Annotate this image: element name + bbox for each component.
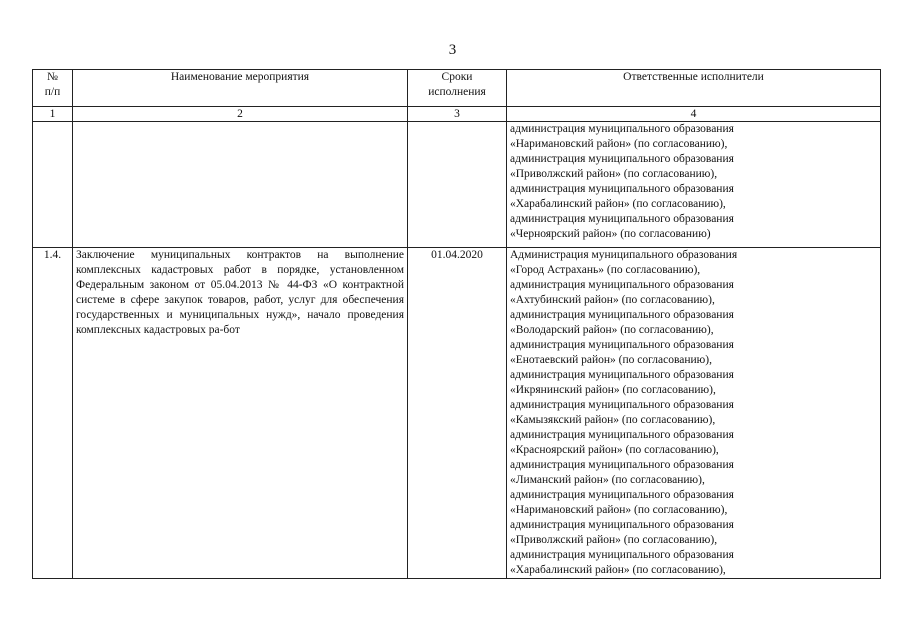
row-deadline xyxy=(408,122,507,248)
responsible-line: администрация муниципального образования xyxy=(510,549,734,561)
header-num-line1: № xyxy=(47,71,58,83)
responsible-line: «Енотаевский район» (по согласованию), xyxy=(510,354,712,366)
row-responsible xyxy=(507,122,881,248)
row-name: Заключение муниципальных контрактов на выполнение комплексных кадастровых работ в порядке, установленном Федеральным законом от 05.04.2013 № 44-ФЗ «О контрактной системе в сфере закупок товаров, работ, услуг для обеспечения государственных и муниципальных нужд», начало проведения комплексных кадастровых ра-бот xyxy=(73,248,408,579)
responsible-line: «Икрянинский район» (по согласованию), xyxy=(510,384,716,396)
column-number: 3 xyxy=(408,107,507,122)
row-deadline: 01.04.2020 xyxy=(408,248,507,579)
header-num xyxy=(33,70,73,107)
header-responsible: Ответственные исполнители xyxy=(507,70,881,107)
responsible-line: администрация муниципального образования xyxy=(510,123,734,135)
responsible-line: администрация муниципального образования xyxy=(510,459,734,471)
header-deadline-line1: Сроки xyxy=(441,71,473,83)
responsible-line: администрация муниципального образования xyxy=(510,183,734,195)
responsible-line: «Приволжский район» (по согласованию), xyxy=(510,534,718,546)
responsible-line: «Наримановский район» (по согласованию), xyxy=(510,504,728,516)
responsible-line: «Черноярский район» (по согласованию) xyxy=(510,228,711,240)
table-row xyxy=(33,122,881,248)
responsible-line: «Красноярский район» (по согласованию), xyxy=(510,444,719,456)
responsible-line: «Приволжский район» (по согласованию), xyxy=(510,168,718,180)
responsible-line: администрация муниципального образования xyxy=(510,339,734,351)
responsible-line: «Харабалинский район» (по согласованию), xyxy=(510,198,726,210)
row-responsible xyxy=(507,248,881,579)
responsible-line: администрация муниципального образования xyxy=(510,399,734,411)
responsible-line: администрация муниципального образования xyxy=(510,279,734,291)
header-name: Наименование мероприятия xyxy=(73,70,408,107)
column-number: 2 xyxy=(73,107,408,122)
responsible-line: администрация муниципального образования xyxy=(510,153,734,165)
responsible-line: администрация муниципального образования xyxy=(510,429,734,441)
responsible-line: «Лиманский район» (по согласованию), xyxy=(510,474,705,486)
row-num xyxy=(33,122,73,248)
header-deadline xyxy=(408,70,507,107)
responsible-line: «Наримановский район» (по согласованию), xyxy=(510,138,728,150)
responsible-line: администрация муниципального образования xyxy=(510,309,734,321)
responsible-line: администрация муниципального образования xyxy=(510,213,734,225)
responsible-line: администрация муниципального образования xyxy=(510,489,734,501)
row-num: 1.4. xyxy=(33,248,73,579)
column-number: 1 xyxy=(33,107,73,122)
responsible-line: администрация муниципального образования xyxy=(510,519,734,531)
responsible-line: «Камызякский район» (по согласованию), xyxy=(510,414,716,426)
header-row xyxy=(33,70,881,107)
responsible-line: администрация муниципального образования xyxy=(510,369,734,381)
header-num-line2: п/п xyxy=(44,86,61,98)
table-row xyxy=(33,248,881,579)
responsible-line: «Город Астрахань» (по согласованию), xyxy=(510,264,701,276)
row-name xyxy=(73,122,408,248)
activities-table xyxy=(32,69,881,579)
responsible-line: «Харабалинский район» (по согласованию), xyxy=(510,564,726,576)
responsible-line: Администрация муниципального образования xyxy=(510,249,738,261)
header-deadline-line2: исполнения xyxy=(428,86,486,98)
page-number: 3 xyxy=(448,42,457,58)
responsible-line: «Ахтубинский район» (по согласованию), xyxy=(510,294,715,306)
column-number: 4 xyxy=(507,107,881,122)
column-numbers-row xyxy=(33,107,881,122)
responsible-line: «Володарский район» (по согласованию), xyxy=(510,324,714,336)
